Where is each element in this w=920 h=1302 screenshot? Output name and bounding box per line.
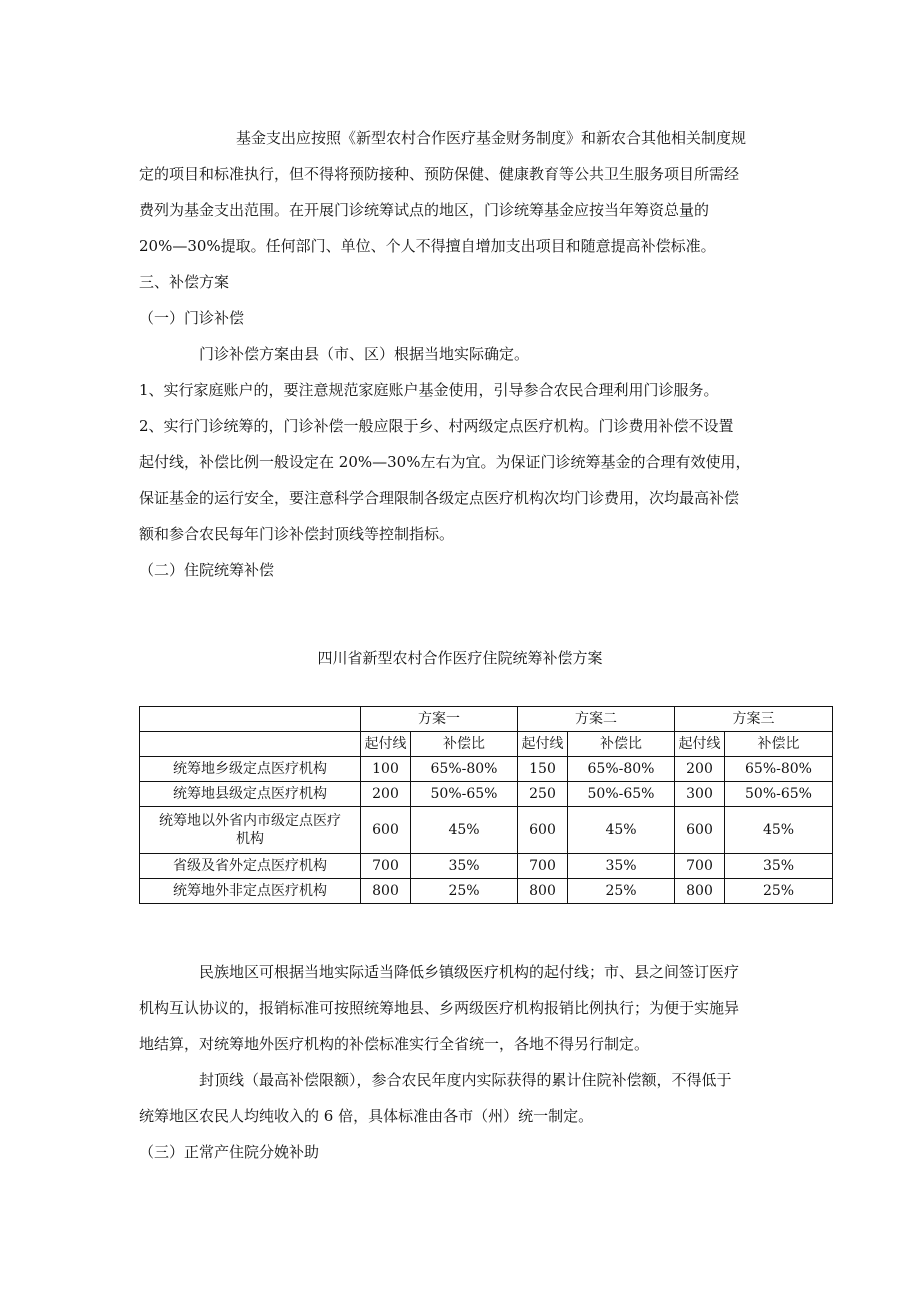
- cell-threshold: 800: [518, 879, 568, 904]
- table-row: [140, 757, 833, 782]
- paragraph-ethnic-regions-line-1: 民族地区可根据当地实际适当降低乡镇级医疗机构的起付线；市、县之间签订医疗: [199, 963, 740, 981]
- cell-threshold: 600: [361, 807, 411, 854]
- table-row: [140, 854, 833, 879]
- item-outpatient-pooling-line-1: 2、实行门诊统筹的，门诊补偿一般应限于乡、村两级定点医疗机构。门诊费用补偿不设置: [139, 417, 734, 435]
- item-outpatient-pooling-line-2: 起付线，补偿比例一般设定在 20%—30%左右为宜。为保证门诊统筹基金的合理有效使用，: [139, 453, 751, 471]
- paragraph-fund-expenditure-line-1: 基金支出应按照《新型农村合作医疗基金财务制度》和新农合其他相关制度规: [236, 129, 747, 147]
- subheader-ratio: 补偿比: [725, 732, 833, 757]
- subheader-threshold: 起付线: [361, 732, 411, 757]
- cell-threshold: 700: [675, 854, 725, 879]
- cell-ratio: 45%: [725, 807, 833, 854]
- cell-threshold: 200: [361, 782, 411, 807]
- cell-threshold: 100: [361, 757, 411, 782]
- table-row: [140, 807, 833, 854]
- table-row: [140, 879, 833, 904]
- cell-threshold: 200: [675, 757, 725, 782]
- table-row: [140, 782, 833, 807]
- subheader-ratio: 补偿比: [568, 732, 675, 757]
- subheader-threshold: 起付线: [675, 732, 725, 757]
- item-outpatient-pooling-line-4: 额和参合农民每年门诊补偿封顶线等控制指标。: [139, 525, 455, 543]
- paragraph-cap-line-2: 统筹地区农民人均纯收入的 6 倍，具体标准由各市（州）统一制定。: [139, 1107, 594, 1125]
- table-subheader-row: [140, 732, 833, 757]
- paragraph-outpatient-plan: 门诊补偿方案由县（市、区）根据当地实际确定。: [199, 345, 530, 363]
- table-corner-cell: [140, 707, 361, 732]
- cell-threshold: 300: [675, 782, 725, 807]
- row-institution-name: 统筹地县级定点医疗机构: [140, 782, 361, 807]
- paragraph-fund-expenditure-line-3: 费列为基金支出范围。在开展门诊统筹试点的地区，门诊统筹基金应按当年筹资总量的: [139, 201, 710, 219]
- table-empty-cell: [140, 732, 361, 757]
- plan-header: 方案一: [361, 707, 518, 732]
- cell-ratio: 65%-80%: [725, 757, 833, 782]
- item-family-account: 1、实行家庭账户的，要注意规范家庭账户基金使用，引导参合农民合理利用门诊服务。: [139, 381, 719, 399]
- table-title: 四川省新型农村合作医疗住院统筹补偿方案: [317, 649, 603, 667]
- subsection-heading-inpatient: （二）住院统筹补偿: [139, 561, 275, 579]
- row-institution-name: [140, 807, 361, 854]
- cell-ratio: 35%: [725, 854, 833, 879]
- cell-ratio: 65%-80%: [411, 757, 518, 782]
- subheader-threshold: 起付线: [518, 732, 568, 757]
- paragraph-fund-expenditure-line-4: 20%—30%提取。任何部门、单位、个人不得擅自增加支出项目和随意提高补偿标准。: [139, 237, 716, 255]
- cell-threshold: 250: [518, 782, 568, 807]
- paragraph-cap-line-1: 封顶线（最高补偿限额），参合农民年度内实际获得的累计住院补偿额，不得低于: [199, 1071, 732, 1089]
- item-outpatient-pooling-line-3: 保证基金的运行安全，要注意科学合理限制各级定点医疗机构次均门诊费用，次均最高补偿: [139, 489, 740, 507]
- cell-threshold: 600: [518, 807, 568, 854]
- cell-ratio: 25%: [725, 879, 833, 904]
- row-institution-name-line-2: 机构: [236, 831, 264, 847]
- paragraph-fund-expenditure-line-2: 定的项目和标准执行，但不得将预防接种、预防保健、健康教育等公共卫生服务项目所需经: [139, 165, 740, 183]
- compensation-table: [139, 706, 833, 904]
- subsection-heading-outpatient: （一）门诊补偿: [139, 309, 245, 327]
- subsection-heading-childbirth: （三）正常产住院分娩补助: [139, 1143, 320, 1161]
- row-institution-name: 统筹地乡级定点医疗机构: [140, 757, 361, 782]
- cell-threshold: 700: [518, 854, 568, 879]
- cell-threshold: 150: [518, 757, 568, 782]
- cell-ratio: 65%-80%: [568, 757, 675, 782]
- cell-ratio: 50%-65%: [568, 782, 675, 807]
- cell-threshold: 700: [361, 854, 411, 879]
- table-header-row: [140, 707, 833, 732]
- row-institution-name: 统筹地外非定点医疗机构: [140, 879, 361, 904]
- cell-ratio: 35%: [411, 854, 518, 879]
- paragraph-ethnic-regions-line-3: 地结算，对统筹地外医疗机构的补偿标准实行全省统一，各地不得另行制定。: [139, 1035, 650, 1053]
- plan-header: 方案三: [675, 707, 833, 732]
- row-institution-name-line-1: 统筹地以外省内市级定点医疗: [159, 813, 341, 829]
- cell-ratio: 50%-65%: [725, 782, 833, 807]
- cell-threshold: 800: [675, 879, 725, 904]
- cell-ratio: 25%: [411, 879, 518, 904]
- cell-ratio: 45%: [411, 807, 518, 854]
- plan-header: 方案二: [518, 707, 675, 732]
- cell-ratio: 25%: [568, 879, 675, 904]
- paragraph-ethnic-regions-line-2: 机构互认协议的，报销标准可按照统筹地县、乡两级医疗机构报销比例执行；为便于实施异: [139, 999, 740, 1017]
- subheader-ratio: 补偿比: [411, 732, 518, 757]
- section-heading-compensation-plan: 三、补偿方案: [139, 273, 230, 291]
- cell-threshold: 600: [675, 807, 725, 854]
- cell-threshold: 800: [361, 879, 411, 904]
- cell-ratio: 45%: [568, 807, 675, 854]
- cell-ratio: 50%-65%: [411, 782, 518, 807]
- cell-ratio: 35%: [568, 854, 675, 879]
- row-institution-name: 省级及省外定点医疗机构: [140, 854, 361, 879]
